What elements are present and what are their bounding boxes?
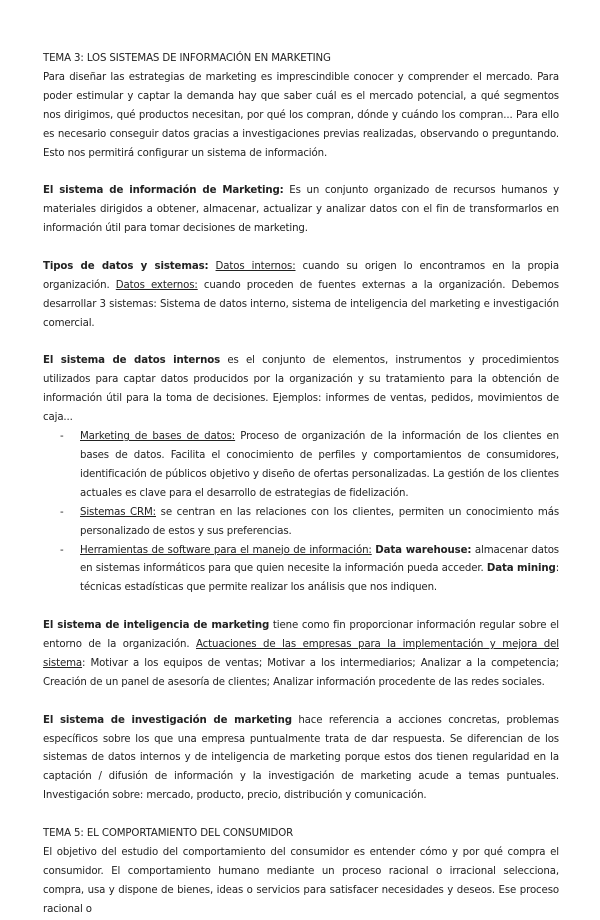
paragraph-gap	[43, 163, 559, 182]
datos-externos-text: cuando proceden de fuentes externas a la organización. Debemos desarrollar 3 sistemas: Sistema de datos interno, sistema de inteligencia del marketing e investigación comercial.	[43, 279, 559, 329]
tema3-intro: Para diseñar las estrategias de marketing es imprescindible conocer y comprender el mercado. Para poder estimular y captar la demanda hay que saber cuál es el mercado potencial, a qué segmentos nos dirigimos, qué productos necesitan, por qué los compran, dónde y cuándo los compran... Para ello es necesario conseguir datos gracias a investigaciones previas realizadas, observando o preguntando. Esto nos permitirá configurar un sistema de información.	[43, 71, 559, 159]
list-item-herramientas-software	[80, 542, 559, 599]
inteligencia-text-2: : Motivar a los equipos de ventas; Motivar a los intermediarios; Analizar a la competencia; Creación de un panel de asesoría de clientes; Analizar información procedente de las redes sociales.	[43, 657, 559, 688]
inteligencia-paragraph	[43, 617, 559, 693]
data-mining-text: : técnicas estadísticas que permite realizar los análisis que nos indiquen.	[80, 563, 560, 594]
sistema-informacion-paragraph	[43, 182, 559, 239]
paragraph-gap	[43, 693, 559, 712]
list-item-label: Sistemas CRM:	[80, 506, 156, 518]
inteligencia-text: tiene como fin proporcionar información regular sobre el entorno de la organización.	[43, 620, 559, 651]
datos-internos-paragraph	[43, 352, 559, 428]
paragraph-gap	[43, 239, 559, 258]
investigacion-paragraph	[43, 712, 559, 807]
sistema-informacion-term: El sistema de información de Marketing:	[43, 185, 284, 197]
inteligencia-term: El sistema de inteligencia de marketing	[43, 620, 270, 632]
tema5-title: TEMA 5: EL COMPORTAMIENTO DEL CONSUMIDOR	[43, 828, 294, 840]
datos-internos-term: El sistema de datos internos	[43, 355, 221, 367]
tema3-title: TEMA 3: LOS SISTEMAS DE INFORMACIÓN EN MARKETING	[43, 53, 331, 64]
paragraph-gap	[43, 806, 559, 825]
list-item-marketing-bases-datos	[80, 428, 559, 504]
data-mining-term: Data mining	[486, 563, 556, 575]
tipos-paragraph	[43, 258, 559, 334]
list-item-text: Proceso de organización de la información de los clientes en bases de datos. Facilita el conocimiento de perfiles y comportamientos de consumidores, identificación de públicos objetivo y diseño de ofertas personalizadas. La gestión de los clientes actuales es clave para el desarrollo de estrategias de fidelización.	[80, 431, 560, 499]
tema5-text: El objetivo del estudio del comportamiento del consumidor es entender cómo y por qué compra el consumidor. El comportamiento humano mediante un proceso racional o irracional selecciona, compra, usa y dispone de bienes, ideas o servicios para satisfacer necesidades y deseos. Ese proceso racional o	[43, 846, 559, 915]
paragraph-gap	[43, 598, 559, 617]
paragraph-gap	[43, 334, 559, 353]
data-warehouse-text: almacenar datos en sistemas informáticos para que quien necesite la información pueda acceder.	[80, 544, 559, 575]
list-item-text: se centran en las relaciones con los clientes, permiten un conocimiento más personalizado de estos y sus preferencias.	[80, 506, 560, 537]
datos-externos-label: Datos externos:	[115, 279, 198, 291]
inteligencia-underlined: Actuaciones de las empresas para la implementación y mejora del sistema	[43, 639, 559, 669]
datos-internos-label: Datos internos:	[215, 260, 296, 272]
datos-internos-description: es el conjunto de elementos, instrumentos y procedimientos utilizados para captar datos producidos por la organización y su tratamiento para la obtención de información útil para la toma de decisiones. Ejemplos: informes de ventas, pedidos, movimientos de caja...	[43, 355, 559, 424]
datos-internos-list	[43, 428, 559, 598]
investigacion-text: hace referencia a acciones concretas, problemas específicos sobre los que una empresa puntualmente trata de dar respuesta. Se diferencian de los sistemas de datos internos y de inteligencia de marketing porque estos dos tienen regularidad en la captación / difusión de información y la investigación de marketing acude a temas puntuales. Investigación sobre: mercado, producto, precio, distribución y comunicación.	[43, 714, 559, 802]
tipos-term: Tipos de datos y sistemas:	[43, 260, 209, 272]
data-warehouse-term: Data warehouse:	[375, 544, 472, 556]
datos-internos-text: cuando su origen lo encontramos en la propia organización.	[43, 260, 559, 291]
list-item-label: Marketing de bases de datos:	[80, 431, 236, 443]
document-page	[43, 50, 559, 920]
list-item-label: Herramientas de software para el manejo de información:	[80, 544, 372, 556]
sistema-informacion-text: Es un conjunto organizado de recursos humanos y materiales dirigidos a obtener, almacenar, actualizar y analizar datos con el fin de transformarlos en información útil para tomar decisiones de marketing.	[43, 185, 560, 235]
investigacion-term: El sistema de investigación de marketing	[43, 714, 292, 726]
list-item-sistemas-crm	[80, 504, 559, 542]
